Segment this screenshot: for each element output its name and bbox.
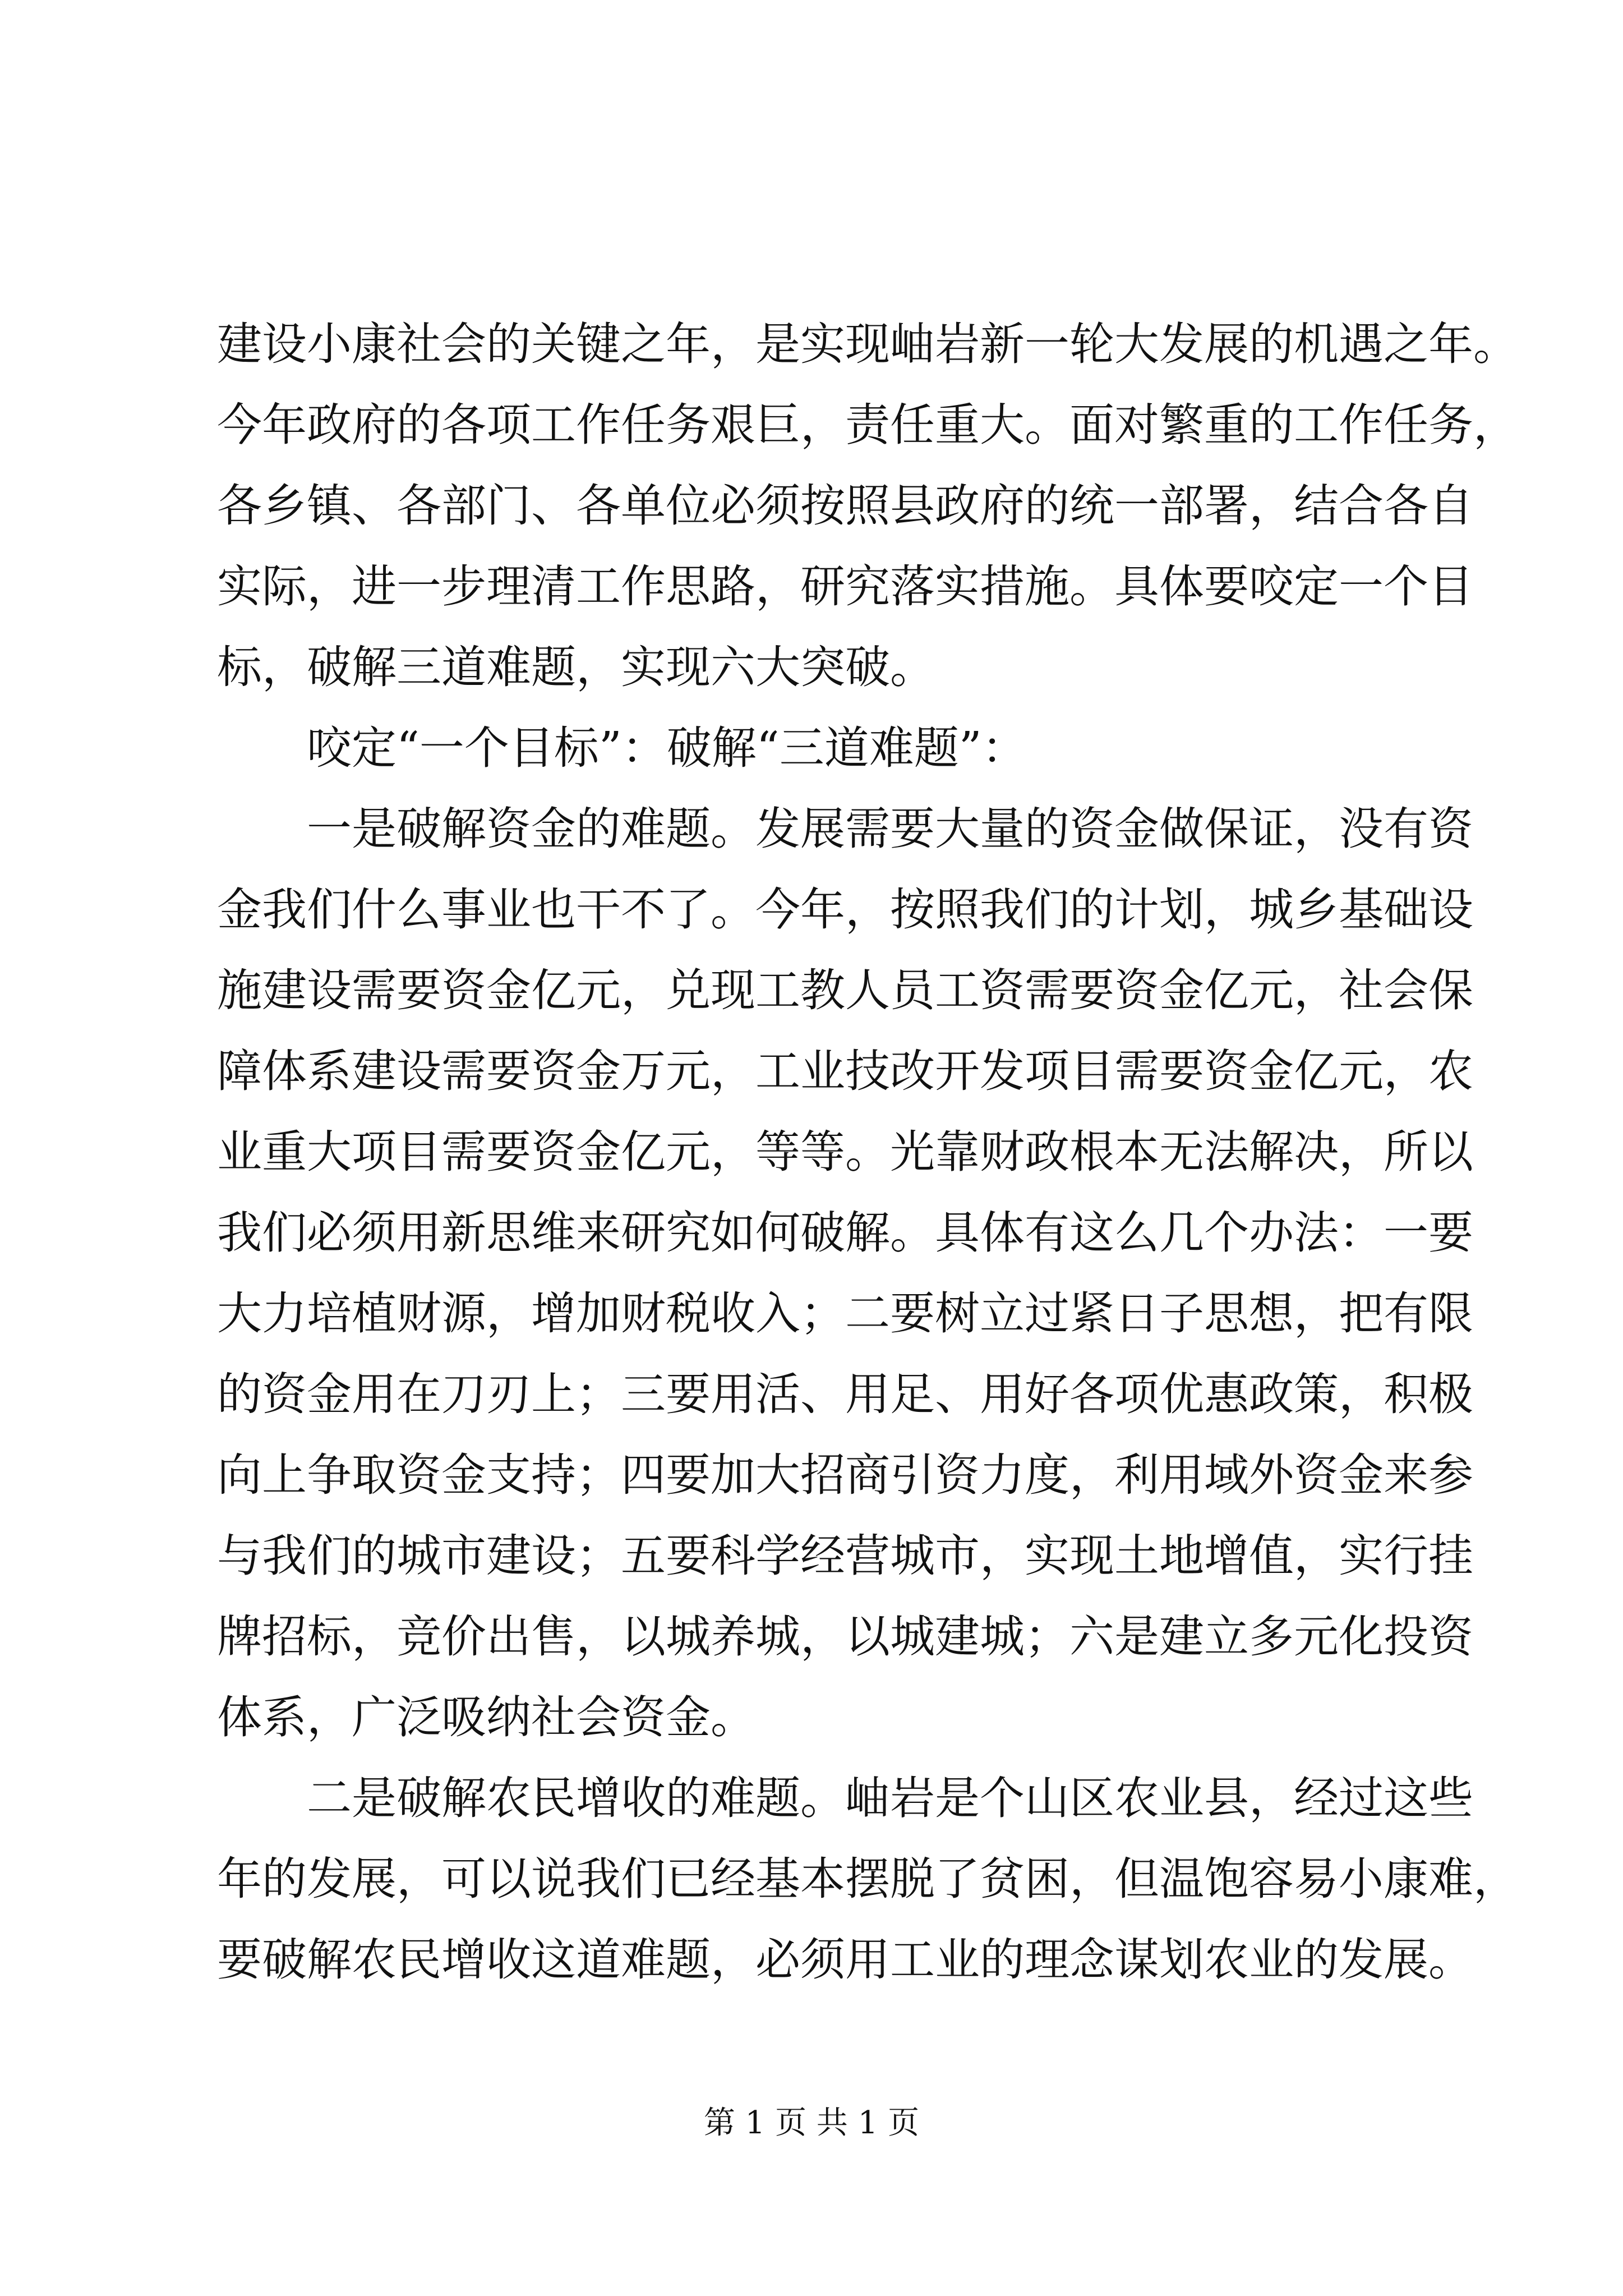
text-line: 我们必须用新思维来研究如何破解。具体有这么几个办法：一要 [217, 1207, 1473, 1259]
text-line: 实际，进一步理清工作思路，研究落实措施。具体要咬定一个目 [217, 560, 1473, 613]
text-line: 施建设需要资金亿元，兑现工教人员工资需要资金亿元，社会保 [217, 964, 1473, 1016]
text-line: 年的发展，可以说我们已经基本摆脱了贫困，但温饱容易小康难， [217, 1853, 1518, 1905]
page-footer: 第 1 页 共 1 页 [703, 2105, 920, 2141]
text-line: 牌招标，竞价出售，以城养城，以城建城；六是建立多元化投资 [217, 1611, 1473, 1663]
text-line: 的资金用在刀刃上；三要用活、用足、用好各项优惠政策，积极 [217, 1368, 1473, 1420]
paragraph-first-line: 二是破解农民增收的难题。岫岩是个山区农业县，经过这些 [307, 1772, 1473, 1824]
text-line: 建设小康社会的关键之年，是实现岫岩新一轮大发展的机遇之年。 [217, 318, 1518, 370]
text-line: 各乡镇、各部门、各单位必须按照县政府的统一部署，结合各自 [217, 480, 1473, 532]
text-line: 体系，广泛吸纳社会资金。 [217, 1691, 755, 1743]
text-line: 障体系建设需要资金万元，工业技改开发项目需要资金亿元，农 [217, 1045, 1473, 1097]
section-heading: 咬定“一个目标”：破解“三道难题”： [307, 722, 1027, 774]
text-line: 大力培植财源，增加财税收入；二要树立过紧日子思想，把有限 [217, 1287, 1473, 1340]
text-line: 标，破解三道难题，实现六大突破。 [217, 641, 935, 693]
text-line: 今年政府的各项工作任务艰巨，责任重大。面对繁重的工作任务， [217, 399, 1518, 451]
text-line: 要破解农民增收这道难题，必须用工业的理念谋划农业的发展。 [217, 1934, 1473, 1986]
text-line: 向上争取资金支持；四要加大招商引资力度，利用域外资金来参 [217, 1449, 1473, 1501]
text-line: 与我们的城市建设；五要科学经营城市，实现土地增值，实行挂 [217, 1530, 1473, 1582]
paragraph-first-line: 一是破解资金的难题。发展需要大量的资金做保证，没有资 [307, 803, 1473, 855]
text-line: 业重大项目需要资金亿元，等等。光靠财政根本无法解决，所以 [217, 1126, 1473, 1178]
text-line: 金我们什么事业也干不了。今年，按照我们的计划，城乡基础设 [217, 884, 1473, 936]
document-body [217, 304, 1518, 2000]
